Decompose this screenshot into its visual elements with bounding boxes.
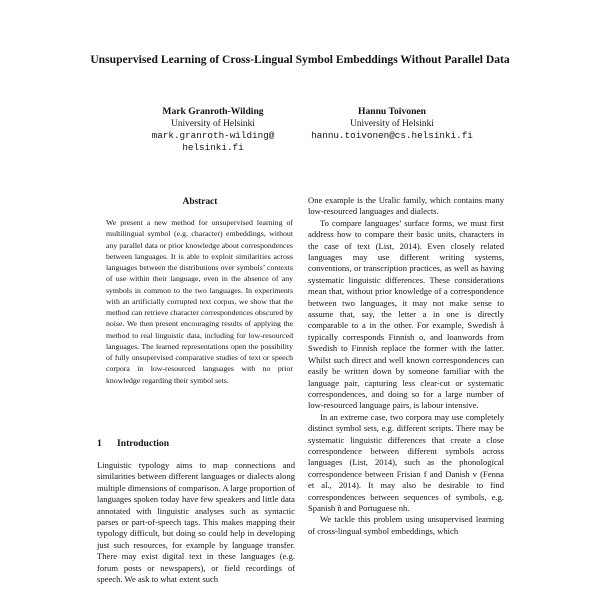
author-name: Hannu Toivonen (358, 106, 426, 117)
paragraph: We tackle this problem using unsupervised learning of cross-lingual symbol embeddings, which (308, 514, 504, 536)
paragraph: In an extreme case, two corpora may use completely distinct symbol sets, e.g. different scripts. There may be systematic linguistic differences that create a close correspondence between different symbols across languages (List, 2014), such as the phonological correspondence between Frisian f and Danish v (Fenna et al., 2014). It may also be desirable to find correspondences between sequences of symbols, e.g. Spanish ñ and Portuguese nh. (308, 411, 504, 513)
author-affiliation: University of Helsinki (350, 119, 434, 129)
body-text-right-column (308, 195, 504, 537)
author-email: mark.granroth-wilding@ (151, 130, 275, 141)
paper-title: Unsupervised Learning of Cross-Lingual Symbol Embeddings Without Parallel Data (90, 53, 510, 66)
section-number: 1 (97, 438, 102, 449)
paragraph: To compare languages’ surface forms, we must first address how to compare their basic units, characters in the case of text (List, 2014). Even closely related languages may use different writing systems, conventions, or transcription practices, as well as having systematic linguistic differences. These considerations mean that, without prior knowledge of a correspondence between two languages, it may not make sense to assume that, say, the letter a in one is directly comparable to a in the other. For example, Swedish å typically corresponds Finnish o, and loanwords from Swedish to Finnish replace the former with the latter. Whilst such direct and well known correspondences can easily be written down by someone familiar with the language pair, capturing less clear-cut or systematic correspondences, and doing so for a large number of low-resourced language pairs, is labour intensive. (308, 217, 504, 411)
paragraph: One example is the Uralic family, which contains many low-resourced languages and dialects. (308, 195, 504, 217)
author-affiliation: University of Helsinki (171, 119, 255, 129)
author-name: Mark Granroth-Wilding (162, 106, 264, 117)
abstract-heading: Abstract (182, 197, 218, 207)
section-title: Introduction (117, 438, 170, 449)
author-email: hannu.toivonen@cs.helsinki.fi (311, 130, 473, 141)
section-heading (97, 438, 297, 450)
author-block-2 (300, 106, 484, 142)
intro-paragraph: Linguistic typology aims to map connections and similarities between different languages or dialects along multiple dimensions of comparison. A large proportion of languages spoken today have few speakers and little data annotated with linguistic analyses such as syntactic parses or part-of-speech tags. This makes mapping their typology difficult, but doing so could help in developing just such resources, for example by language transfer. There may exist digital text in these languages (e.g. forum posts or newspapers), or field recordings of speech. We ask to what extent such (97, 460, 295, 585)
author-email-continued: helsinki.fi (182, 142, 244, 153)
body-text-left-column (97, 460, 295, 585)
author-block-1 (128, 106, 298, 154)
abstract-text: We present a new method for unsupervised learning of multilingual symbol (e.g. character) embeddings, without any parallel data or prior knowledge about correspondences between languages. It is able to exploit similarities across languages between the distributions over symbols’ contexts of use within their language, even in the absence of any symbols in common to the two languages. In experiments with an artificially corrupted text corpus, we show that the method can retrieve character correspondences obscured by noise. We then present encouraging results of applying the method to real linguistic data, including for low-resourced languages. The learned representations open the possibility of fully unsupervised comparative studies of text or speech corpora in low-resourced languages with no prior knowledge regarding their symbol sets. (106, 218, 293, 385)
